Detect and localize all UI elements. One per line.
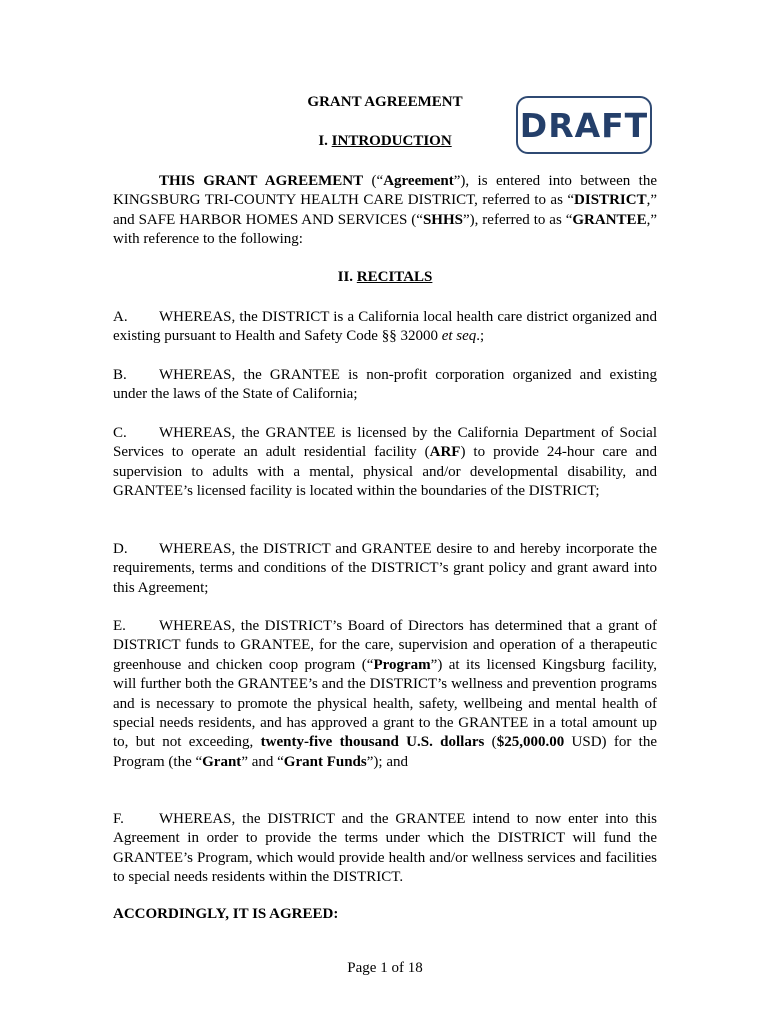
page-number: Page 1 of 18	[347, 960, 423, 976]
recital-label: B.	[113, 367, 127, 383]
recital-d: D. WHEREAS, the DISTRICT and GRANTEE desire to and hereby incorporate the requirements, terms and conditions of the DISTRICT’s grant policy and grant award into this Agreement;	[113, 541, 657, 596]
recital-label: D.	[113, 541, 128, 557]
section-heading-introduction	[0, 133, 770, 150]
recital-e: E. WHEREAS, the DISTRICT’s Board of Directors has determined that a grant of DISTRICT funds to GRANTEE, for the care, supervision and operation of a therapeutic greenhouse and chicken coop program (“Program”) at its licensed Kingsburg facility, will further both the GRANTEE’s and the DISTRICT’s wellness and prevention programs and is necessary to promote the physical health, safety, wellbeing and mental health of special needs residents, and has approved a grant to the GRANTEE in a total amount up to, but not exceeding, twenty-five thousand U.S. dollars ($25,000.00 USD) for the Program (the “Grant” and “Grant Funds”); and	[113, 618, 658, 770]
section-heading-recitals	[0, 269, 770, 286]
recital-label: A.	[113, 309, 128, 325]
recital-a: A. WHEREAS, the DISTRICT is a California local health care district organized and existing pursuant to Health and Safety Code §§ 32000 et seq.;	[113, 309, 657, 345]
draft-stamp: DRAFT	[516, 96, 652, 154]
closing-statement: ACCORDINGLY, IT IS AGREED:	[113, 906, 339, 922]
recital-f: F. WHEREAS, the DISTRICT and the GRANTEE intend to now enter into this Agreement in order to provide the terms under which the DISTRICT will fund the GRANTEE’s Program, which would provide health and/or wellness services and facilities to special needs residents within the DISTRICT.	[113, 811, 657, 886]
section-title: INTRODUCTION	[331, 133, 452, 149]
recital-c: C. WHEREAS, the GRANTEE is licensed by the California Department of Social Services to operate an adult residential facility (ARF) to provide 24-hour care and supervision to adults with a mental, physical and/or developmental disability, and GRANTEE’s licensed facility is located within the boundaries of the DISTRICT;	[113, 425, 657, 500]
section-title: RECITALS	[356, 269, 433, 285]
recital-label: C.	[113, 425, 127, 441]
section-number: II.	[337, 269, 357, 285]
recital-label: E.	[113, 618, 126, 634]
recital-label: F.	[113, 811, 124, 827]
intro-paragraph: THIS GRANT AGREEMENT (“Agreement”), is entered into between the KINGSBURG TRI-COUNTY HEALTH CARE DISTRICT, referred to as “DISTRICT,” and SAFE HARBOR HOMES AND SERVICES (“SHHS”), referred to as “GRANTEE,” with reference to the following:	[113, 173, 657, 248]
section-number: I.	[318, 133, 332, 149]
document-title: GRANT AGREEMENT	[307, 94, 463, 110]
recital-b: B. WHEREAS, the GRANTEE is non-profit corporation organized and existing under the laws of the State of California;	[113, 367, 657, 403]
